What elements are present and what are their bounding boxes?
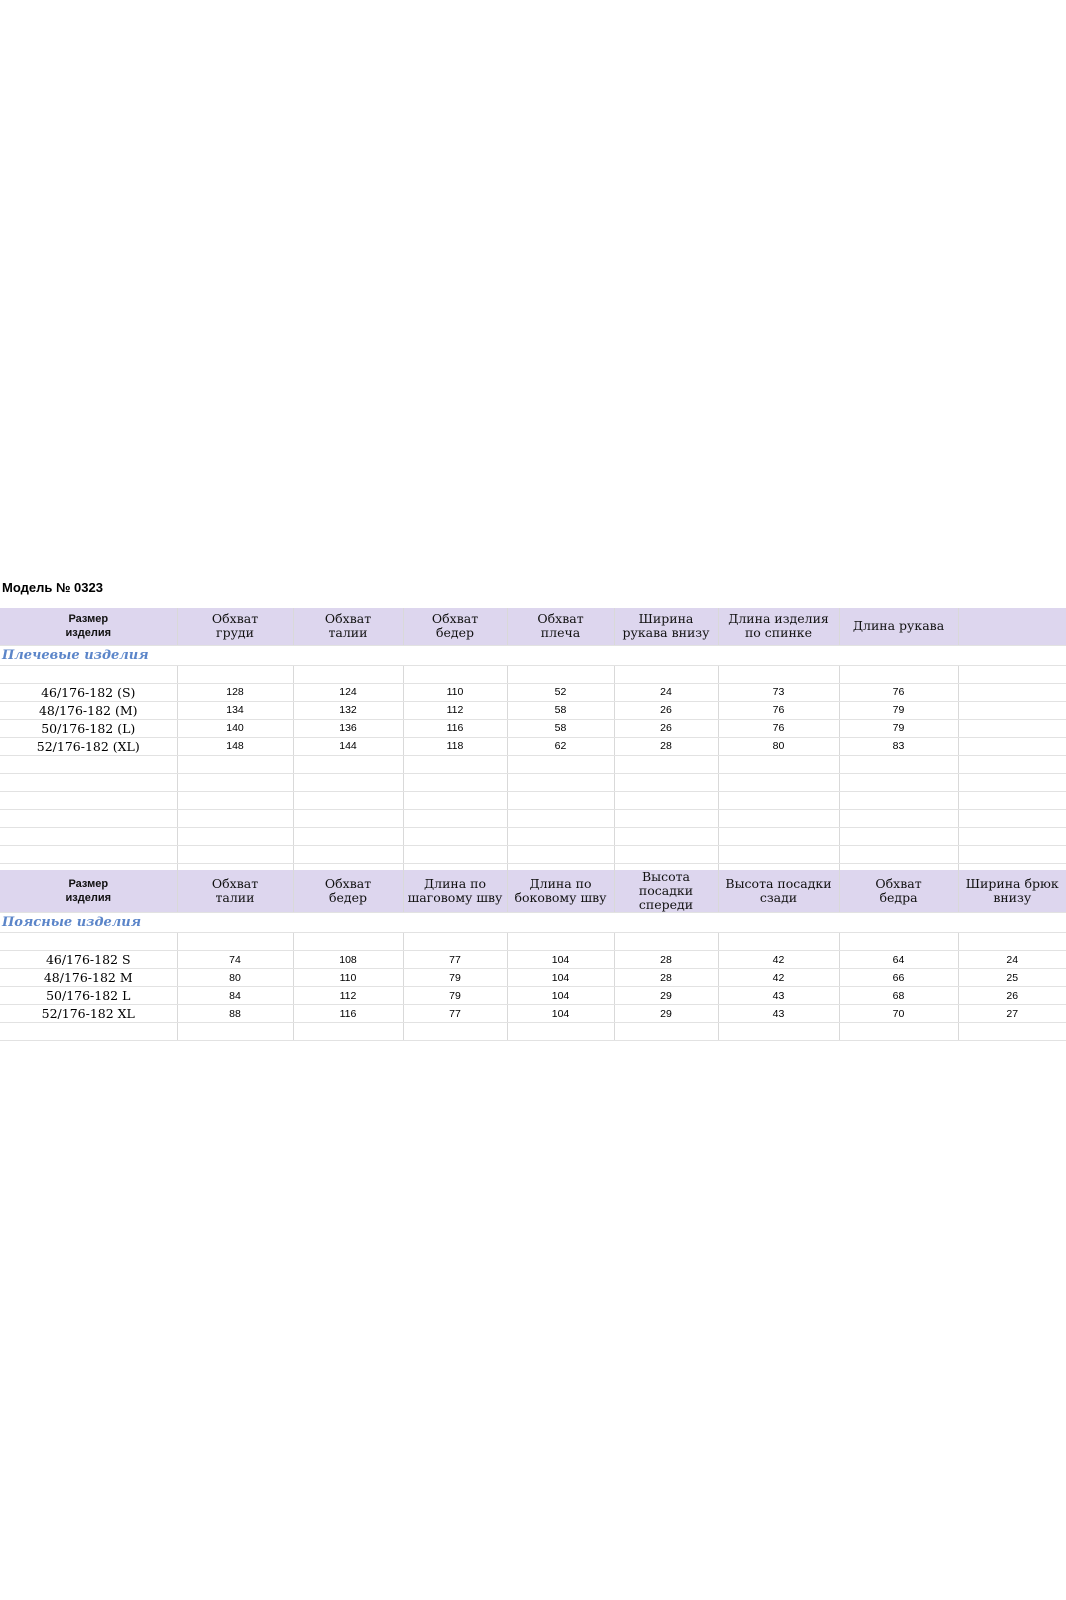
table-row xyxy=(0,969,1066,987)
empty-cell xyxy=(0,809,177,827)
column-header xyxy=(293,870,403,913)
empty-cell xyxy=(507,773,614,791)
empty-cell xyxy=(0,845,177,863)
lower-garments-table xyxy=(0,870,1066,1041)
model-title: Модель № 0323 xyxy=(2,580,103,595)
empty-cell xyxy=(293,933,403,951)
value-cell: 76 xyxy=(718,719,839,737)
size-cell: 50/176-182 L xyxy=(0,987,177,1005)
value-cell: 28 xyxy=(614,737,718,755)
empty-cell xyxy=(403,791,507,809)
size-cell: 52/176-182 (XL) xyxy=(0,737,177,755)
empty-cell xyxy=(839,773,958,791)
value-cell: 77 xyxy=(403,951,507,969)
empty-cell xyxy=(177,845,293,863)
value-cell xyxy=(958,683,1066,701)
empty-cell xyxy=(718,755,839,773)
value-cell: 24 xyxy=(614,683,718,701)
empty-cell xyxy=(507,827,614,845)
empty-cell xyxy=(614,773,718,791)
value-cell: 79 xyxy=(839,701,958,719)
empty-cell xyxy=(614,933,718,951)
column-header-line: Длина рукава xyxy=(852,618,945,634)
value-cell: 25 xyxy=(958,969,1066,987)
value-cell: 58 xyxy=(507,701,614,719)
size-cell: 48/176-182 M xyxy=(0,969,177,987)
empty-cell xyxy=(958,933,1066,951)
value-cell: 29 xyxy=(614,987,718,1005)
empty-cell xyxy=(718,845,839,863)
value-cell: 112 xyxy=(293,987,403,1005)
column-header-line: Обхват xyxy=(211,611,259,627)
value-cell: 79 xyxy=(839,719,958,737)
empty-cell xyxy=(403,845,507,863)
upper-garments-table xyxy=(0,608,1066,882)
value-cell: 29 xyxy=(614,1005,718,1023)
empty-row xyxy=(0,933,1066,951)
column-header-line: бедра xyxy=(879,890,918,905)
empty-cell xyxy=(718,933,839,951)
empty-row xyxy=(0,809,1066,827)
column-header xyxy=(293,608,403,645)
empty-cell xyxy=(0,791,177,809)
value-cell: 77 xyxy=(403,1005,507,1023)
section-row xyxy=(0,645,1066,665)
empty-cell xyxy=(507,755,614,773)
column-header-line: Длина изделия xyxy=(728,611,829,627)
empty-cell xyxy=(614,755,718,773)
column-header-line: спереди xyxy=(638,897,694,912)
value-cell: 24 xyxy=(958,951,1066,969)
empty-cell xyxy=(839,665,958,683)
size-cell: 50/176-182 (L) xyxy=(0,719,177,737)
empty-cell xyxy=(507,809,614,827)
empty-cell xyxy=(507,845,614,863)
value-cell: 74 xyxy=(177,951,293,969)
size-cell: 48/176-182 (M) xyxy=(0,701,177,719)
value-cell: 88 xyxy=(177,1005,293,1023)
column-header-line: Высота посадки xyxy=(638,870,694,898)
empty-cell xyxy=(177,665,293,683)
empty-cell xyxy=(293,665,403,683)
empty-cell xyxy=(293,755,403,773)
empty-cell xyxy=(177,933,293,951)
empty-cell xyxy=(614,1023,718,1041)
column-header-line: рукава внизу xyxy=(622,625,710,641)
table-row xyxy=(0,951,1066,969)
value-cell: 83 xyxy=(839,737,958,755)
column-header xyxy=(177,870,293,913)
empty-row xyxy=(0,665,1066,683)
empty-cell xyxy=(0,1023,177,1041)
empty-cell xyxy=(839,791,958,809)
size-cell: 46/176-182 (S) xyxy=(0,683,177,701)
empty-cell xyxy=(614,665,718,683)
value-cell: 70 xyxy=(839,1005,958,1023)
empty-cell xyxy=(958,791,1066,809)
value-cell: 42 xyxy=(718,951,839,969)
empty-cell xyxy=(839,827,958,845)
empty-cell xyxy=(0,665,177,683)
value-cell: 52 xyxy=(507,683,614,701)
empty-cell xyxy=(403,773,507,791)
column-header xyxy=(718,870,839,913)
column-header xyxy=(839,870,958,913)
value-cell: 104 xyxy=(507,987,614,1005)
value-cell: 80 xyxy=(177,969,293,987)
empty-cell xyxy=(507,665,614,683)
column-header-line: Размер xyxy=(68,878,109,890)
table-row xyxy=(0,719,1066,737)
value-cell: 66 xyxy=(839,969,958,987)
table-row xyxy=(0,737,1066,755)
empty-cell xyxy=(614,827,718,845)
table-row xyxy=(0,683,1066,701)
empty-cell xyxy=(177,809,293,827)
empty-cell xyxy=(718,827,839,845)
column-header xyxy=(614,608,718,645)
value-cell: 73 xyxy=(718,683,839,701)
empty-cell xyxy=(0,773,177,791)
value-cell: 124 xyxy=(293,683,403,701)
column-header xyxy=(507,870,614,913)
empty-cell xyxy=(403,1023,507,1041)
empty-cell xyxy=(293,809,403,827)
empty-cell xyxy=(839,755,958,773)
empty-cell xyxy=(614,809,718,827)
value-cell xyxy=(958,701,1066,719)
value-cell: 112 xyxy=(403,701,507,719)
value-cell: 62 xyxy=(507,737,614,755)
column-header-line: бедер xyxy=(435,625,475,641)
value-cell: 110 xyxy=(293,969,403,987)
value-cell xyxy=(958,737,1066,755)
value-cell xyxy=(958,719,1066,737)
empty-cell xyxy=(718,773,839,791)
section-row xyxy=(0,913,1066,933)
empty-cell xyxy=(177,773,293,791)
empty-cell xyxy=(293,791,403,809)
empty-cell xyxy=(839,1023,958,1041)
value-cell: 116 xyxy=(293,1005,403,1023)
column-header-line: внизу xyxy=(993,890,1032,905)
value-cell: 68 xyxy=(839,987,958,1005)
empty-cell xyxy=(177,791,293,809)
empty-cell xyxy=(403,665,507,683)
column-header-line: Длина по xyxy=(423,876,487,891)
empty-cell xyxy=(958,755,1066,773)
empty-cell xyxy=(718,665,839,683)
value-cell: 104 xyxy=(507,1005,614,1023)
column-header-line: Обхват xyxy=(211,876,259,891)
empty-row xyxy=(0,791,1066,809)
column-header-line: груди xyxy=(216,625,254,641)
empty-cell xyxy=(614,845,718,863)
empty-cell xyxy=(177,1023,293,1041)
column-header xyxy=(0,870,177,913)
empty-cell xyxy=(958,809,1066,827)
value-cell: 128 xyxy=(177,683,293,701)
empty-cell xyxy=(507,791,614,809)
value-cell: 79 xyxy=(403,987,507,1005)
value-cell: 79 xyxy=(403,969,507,987)
value-cell: 26 xyxy=(614,719,718,737)
section-label: Поясные изделия xyxy=(0,913,1066,933)
column-header-line: Ширина xyxy=(638,611,694,627)
value-cell: 28 xyxy=(614,951,718,969)
value-cell: 144 xyxy=(293,737,403,755)
value-cell: 76 xyxy=(839,683,958,701)
value-cell: 132 xyxy=(293,701,403,719)
empty-row xyxy=(0,1023,1066,1041)
empty-cell xyxy=(958,665,1066,683)
column-header-line: Обхват xyxy=(875,876,922,891)
empty-cell xyxy=(293,1023,403,1041)
empty-cell xyxy=(958,845,1066,863)
value-cell: 27 xyxy=(958,1005,1066,1023)
empty-row xyxy=(0,773,1066,791)
empty-cell xyxy=(958,827,1066,845)
empty-cell xyxy=(958,1023,1066,1041)
value-cell: 28 xyxy=(614,969,718,987)
column-header-line: шаговому шву xyxy=(407,890,503,905)
value-cell: 84 xyxy=(177,987,293,1005)
column-header-line: Длина по xyxy=(529,876,592,891)
column-header-line: Обхват xyxy=(431,611,479,627)
value-cell: 116 xyxy=(403,719,507,737)
empty-cell xyxy=(0,933,177,951)
column-header xyxy=(958,870,1066,913)
column-header xyxy=(507,608,614,645)
empty-cell xyxy=(293,845,403,863)
value-cell: 148 xyxy=(177,737,293,755)
value-cell: 58 xyxy=(507,719,614,737)
column-header-line: Размер xyxy=(68,613,109,626)
table-row xyxy=(0,987,1066,1005)
value-cell: 140 xyxy=(177,719,293,737)
value-cell: 43 xyxy=(718,1005,839,1023)
column-header-line: боковому шву xyxy=(514,890,607,905)
value-cell: 42 xyxy=(718,969,839,987)
value-cell: 76 xyxy=(718,701,839,719)
empty-row xyxy=(0,845,1066,863)
empty-cell xyxy=(614,791,718,809)
empty-cell xyxy=(839,809,958,827)
column-header xyxy=(718,608,839,645)
section-label: Плечевые изделия xyxy=(0,645,1066,665)
value-cell: 104 xyxy=(507,951,614,969)
table-row xyxy=(0,1005,1066,1023)
value-cell: 104 xyxy=(507,969,614,987)
empty-cell xyxy=(718,791,839,809)
column-header-line: изделия xyxy=(65,892,111,904)
column-header-line: талии xyxy=(328,625,368,641)
empty-cell xyxy=(403,809,507,827)
header-row xyxy=(0,870,1066,913)
column-header-line: Обхват xyxy=(324,876,372,891)
column-header-line: изделия xyxy=(65,627,111,640)
empty-cell xyxy=(839,845,958,863)
empty-row xyxy=(0,755,1066,773)
value-cell: 26 xyxy=(958,987,1066,1005)
empty-cell xyxy=(958,773,1066,791)
column-header-line: по спинке xyxy=(744,625,813,641)
empty-cell xyxy=(507,1023,614,1041)
value-cell: 108 xyxy=(293,951,403,969)
empty-cell xyxy=(403,755,507,773)
size-cell: 52/176-182 XL xyxy=(0,1005,177,1023)
column-header xyxy=(0,608,177,645)
empty-cell xyxy=(403,933,507,951)
column-header xyxy=(403,608,507,645)
column-header-line: Высота посадки xyxy=(725,876,832,891)
empty-cell xyxy=(718,809,839,827)
column-header-line: Обхват xyxy=(537,611,584,627)
column-header xyxy=(958,608,1066,645)
empty-row xyxy=(0,827,1066,845)
header-row xyxy=(0,608,1066,645)
empty-cell xyxy=(177,755,293,773)
empty-cell xyxy=(0,755,177,773)
value-cell: 110 xyxy=(403,683,507,701)
empty-cell xyxy=(0,827,177,845)
value-cell: 134 xyxy=(177,701,293,719)
column-header xyxy=(403,870,507,913)
column-header-line: плеча xyxy=(540,625,581,641)
column-header xyxy=(177,608,293,645)
empty-cell xyxy=(839,933,958,951)
column-header-line: талии xyxy=(215,890,255,905)
empty-cell xyxy=(718,1023,839,1041)
value-cell: 43 xyxy=(718,987,839,1005)
column-header-line: сзади xyxy=(759,890,798,905)
column-header xyxy=(839,608,958,645)
empty-cell xyxy=(293,827,403,845)
value-cell: 80 xyxy=(718,737,839,755)
value-cell: 118 xyxy=(403,737,507,755)
value-cell: 136 xyxy=(293,719,403,737)
empty-cell xyxy=(177,827,293,845)
value-cell: 26 xyxy=(614,701,718,719)
table-row xyxy=(0,701,1066,719)
empty-cell xyxy=(507,933,614,951)
column-header xyxy=(614,870,718,913)
value-cell: 64 xyxy=(839,951,958,969)
column-header-line: бедер xyxy=(328,890,368,905)
empty-cell xyxy=(403,827,507,845)
column-header-line: Обхват xyxy=(324,611,372,627)
size-cell: 46/176-182 S xyxy=(0,951,177,969)
column-header-line: Ширина брюк xyxy=(965,876,1059,891)
empty-cell xyxy=(293,773,403,791)
